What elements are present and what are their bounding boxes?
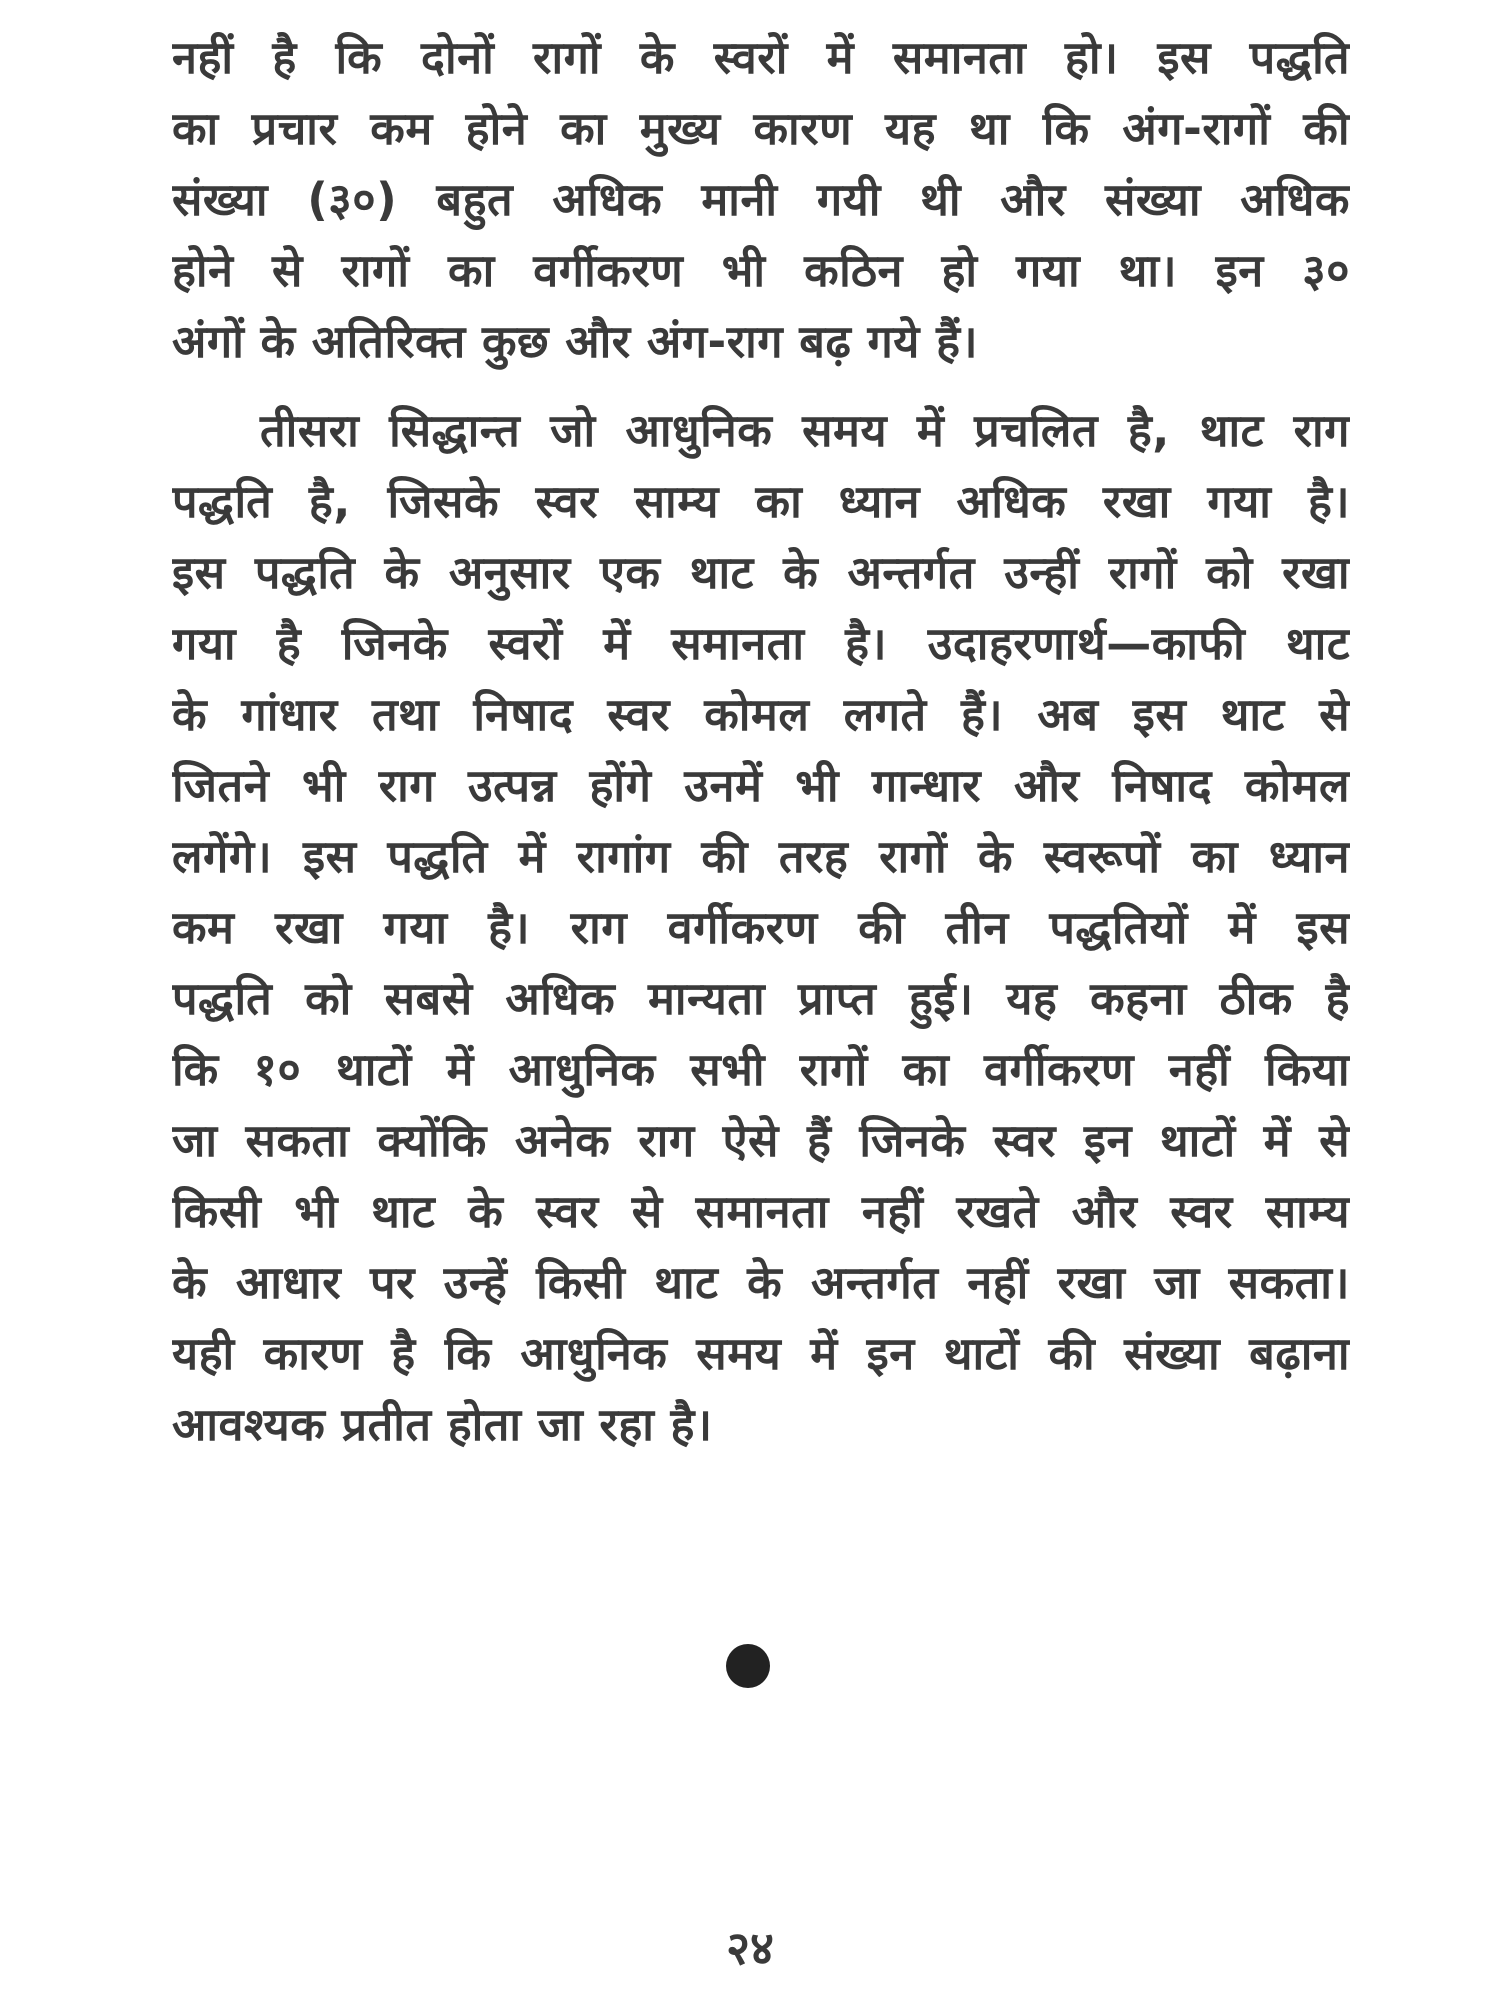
page-number: २४ <box>726 1921 774 1975</box>
text-line: संख्या (३०) बहुत अधिक मानी गयी थी और संख्या अधिक <box>172 173 1350 226</box>
text-line: पद्धति है, जिसके स्वर साम्य का ध्यान अधिक रखा गया है। <box>172 475 1350 528</box>
text-line: जा सकता क्योंकि अनेक राग ऐसे हैं जिनके स्वर इन थाटों में से <box>172 1114 1350 1167</box>
text-line: आवश्यक प्रतीत होता जा रहा है। <box>172 1398 713 1451</box>
text-line: जितने भी राग उत्पन्न होंगे उनमें भी गान्धार और निषाद कोमल <box>172 759 1350 812</box>
section-end-dot-icon <box>726 1644 770 1688</box>
text-line: यही कारण है कि आधुनिक समय में इन थाटों की संख्या बढ़ाना <box>172 1327 1350 1380</box>
text-line: कि १० थाटों में आधुनिक सभी रागों का वर्गीकरण नहीं किया <box>172 1043 1350 1096</box>
text-line: कम रखा गया है। राग वर्गीकरण की तीन पद्धतियों में इस <box>172 901 1350 954</box>
text-line: के आधार पर उन्हें किसी थाट के अन्तर्गत नहीं रखा जा सकता। <box>172 1256 1350 1309</box>
text-line: नहीं है कि दोनों रागों के स्वरों में समानता हो। इस पद्धति <box>172 31 1350 84</box>
text-line: का प्रचार कम होने का मुख्य कारण यह था कि अंग-रागों की <box>172 102 1350 155</box>
text-line: तीसरा सिद्धान्त जो आधुनिक समय में प्रचलित है, थाट राग <box>260 404 1350 457</box>
paragraph-thaat-system <box>172 395 1350 1460</box>
paragraph-continuation <box>172 22 1350 377</box>
text-line: किसी भी थाट के स्वर से समानता नहीं रखते और स्वर साम्य <box>172 1185 1350 1238</box>
text-line: पद्धति को सबसे अधिक मान्यता प्राप्त हुई। यह कहना ठीक है <box>172 972 1350 1025</box>
text-line: इस पद्धति के अनुसार एक थाट के अन्तर्गत उन्हीं रागों को रखा <box>172 546 1350 599</box>
text-line: होने से रागों का वर्गीकरण भी कठिन हो गया था। इन ३० <box>172 244 1350 297</box>
text-line: अंगों के अतिरिक्त कुछ और अंग-राग बढ़ गये हैं। <box>172 315 979 368</box>
text-line: के गांधार तथा निषाद स्वर कोमल लगते हैं। अब इस थाट से <box>172 688 1350 741</box>
text-line: गया है जिनके स्वरों में समानता है। उदाहरणार्थ—काफी थाट <box>172 617 1350 670</box>
text-line: लगेंगे। इस पद्धति में रागांग की तरह रागों के स्वरूपों का ध्यान <box>172 830 1350 883</box>
